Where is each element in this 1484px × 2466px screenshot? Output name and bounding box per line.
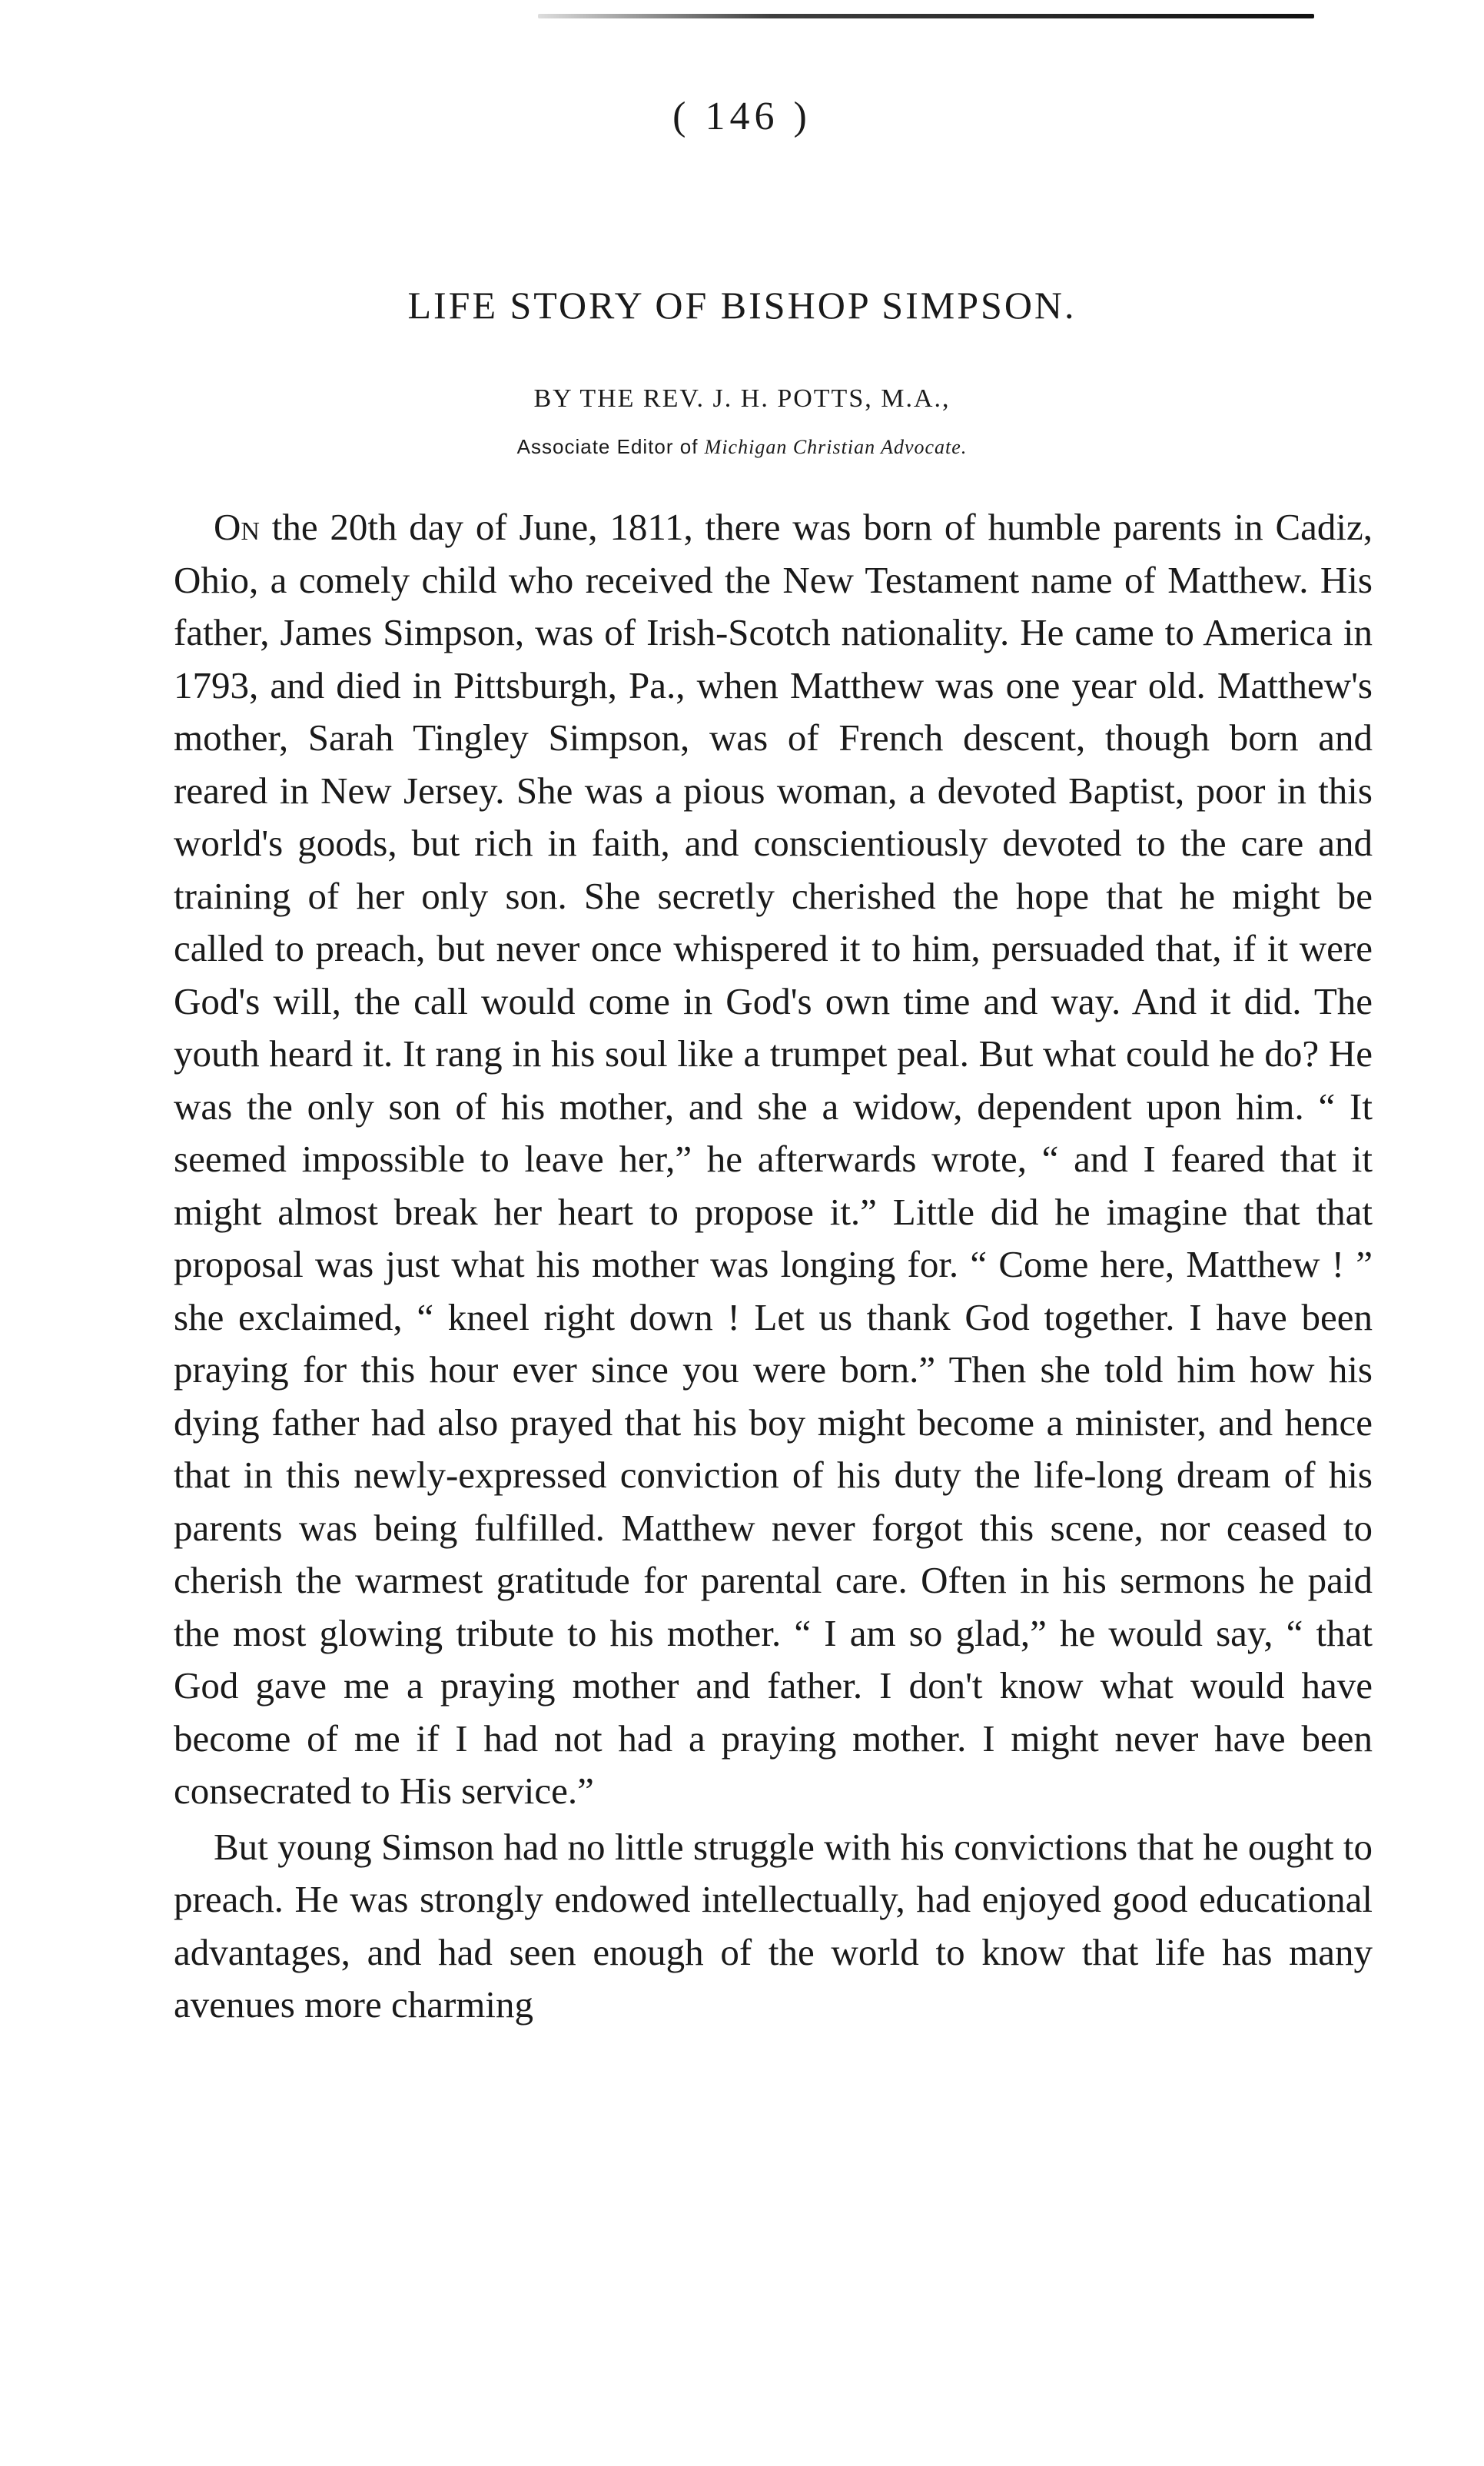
article-body — [174, 501, 1373, 2032]
paragraph-1-text: the 20th day of June, 1811, there was born of humble parents in Cadiz, Ohio, a comely child who received the New Testament name of Matthew. His father, James Simpson, was of Irish-Scotch nationality. He came to America in 1793, and died in Pittsburgh, Pa., when Matthew was one year old. Matthew's mother, Sarah Tingley Simpson, was of French descent, though born and reared in New Jersey. She was a pious woman, a devoted Baptist, poor in this world's goods, but rich in faith, and conscientiously devoted to the care and training of her only son. She secretly cherished the hope that he might be called to preach, but never once whispered it to him, persuaded that, if it were God's will, the call would come in God's own time and way. And it did. The youth heard it. It rang in his soul like a trumpet peal. But what could he do? He was the only son of his mother, and she a widow, dependent upon him. “ It seemed impossible to leave her,” he afterwards wrote, “ and I feared that it might almost break her heart to propose it.” Little did he imagine that that proposal was just what his mother was longing for. “ Come here, Matthew ! ” she exclaimed, “ kneel right down ! Let us thank God together. I have been praying for this hour ever since you were born.” Then she told him how his dying father had also prayed that his boy might become a minister, and hence that in this newly-expressed conviction of his duty the life-long dream of his parents was being fulfilled. Matthew never forgot this scene, nor ceased to cherish the warmest gratitude for parental care. Often in his sermons he paid the most glowing tribute to his mother. “ I am so glad,” he would say, “ that God gave me a praying mother and father. I don't know what would have become of me if I had not had a praying mother. I might never have been consecrated to His service.” — [174, 506, 1373, 1812]
article-title: LIFE STORY OF BISHOP SIMPSON. — [407, 284, 1077, 327]
paragraph-1 — [174, 501, 1373, 1818]
affiliation-publication: Michigan Christian Advocate. — [704, 436, 968, 458]
author-affiliation — [0, 435, 1484, 459]
top-rule — [538, 14, 1314, 18]
paragraph-1-lead-word: On — [214, 506, 260, 548]
article-byline: BY THE REV. J. H. POTTS, M.A., — [533, 384, 951, 413]
page-number: ( 146 ) — [672, 95, 812, 138]
affiliation-prefix: Associate Editor of — [516, 435, 699, 458]
paragraph-2: But young Simson had no little struggle with his convictions that he ought to preach. He was strongly endowed intellectually, had enjoyed good educational advantages, and had seen enough of the world to know that life has many avenues more charming — [174, 1825, 1373, 2026]
